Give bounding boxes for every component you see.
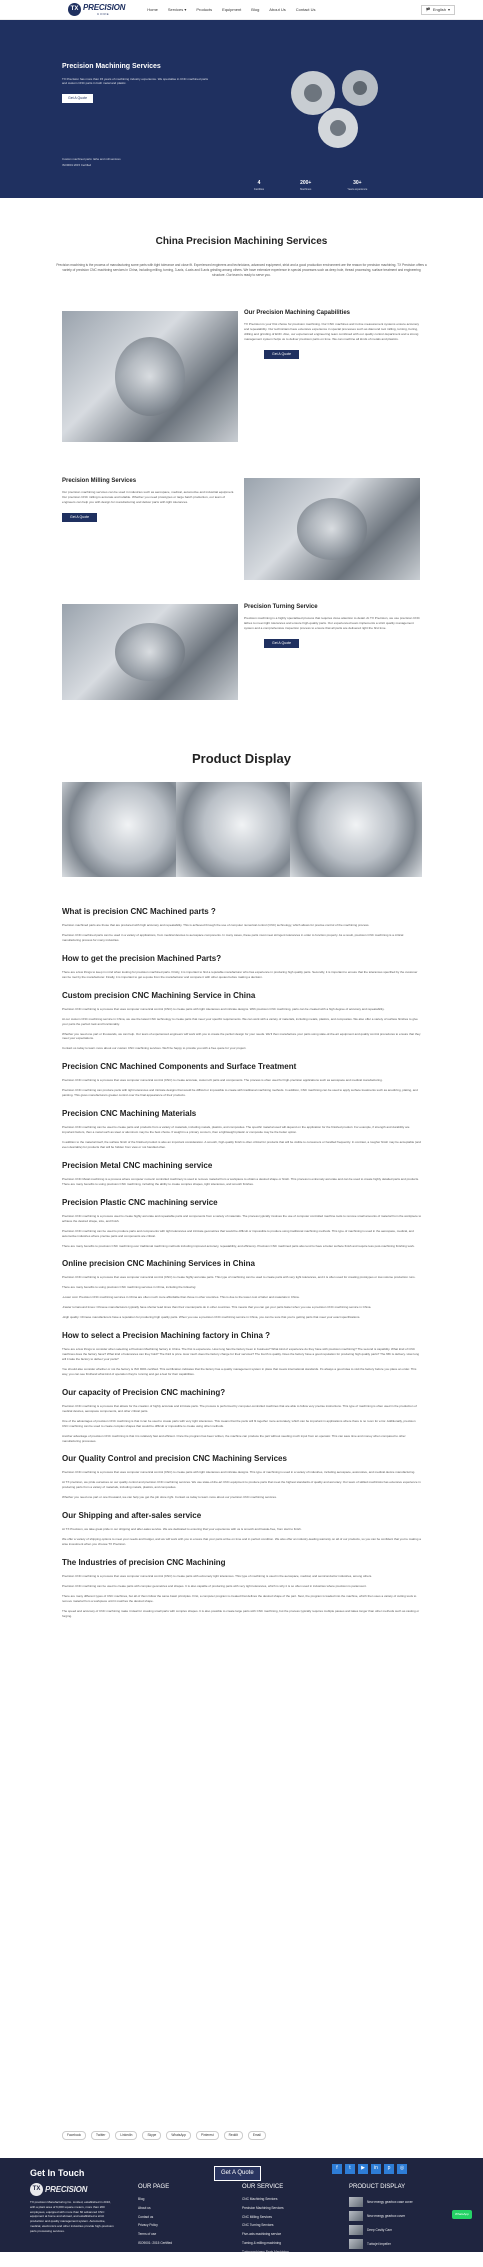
- footer-service-link[interactable]: Five-axis machining service: [242, 2232, 282, 2237]
- article-heading: Our Shipping and after-sales service: [62, 1511, 202, 1521]
- article-paragraph: Precision CNC machining is a process used to create highly accurate and repeatable parts and components from a variety of materials. The process typically involves the use of computer controlled machine tools to remove small amounts of material from the workpiece to achieve the desired shape, size, and finish.: [62, 1213, 422, 1223]
- article-heading: How to select a Precision Machining factory in China ?: [62, 1331, 271, 1341]
- footer-product-item[interactable]: [349, 2197, 413, 2207]
- china-section-title: China Precision Machining Services: [155, 236, 328, 247]
- article-paragraph: There are a few things to consider when selecting a Precision Machining factory in China. The first is experience. How long has the factory been in business? What kind of experience do they have with precision machining? The second is capability. What kind of CNC machines does the factory have? What kind of tolerances can they hold? The third is price. How much does the factory charge for their services? The fourth is quality. Does the factory have a good reputation for producing high quality parts? The fifth is delivery. How long will it take the factory to deliver your parts?: [62, 1347, 420, 1361]
- footer-social-icons: [332, 2164, 407, 2174]
- instagram-icon[interactable]: ◎: [397, 2164, 407, 2174]
- article-paragraph: There are a few things to keep in mind when looking for precision machined parts. Firstly, it is important to find a reputable manufacturer who has experience in producing high quality parts. Secondly, it is important to ensure that the tolerances specified by the customer can be met by the manufacturer. Finally, it is important to get a quote from the manufacturer and compare it with other quotes before making a decision.: [62, 969, 418, 979]
- footer-pages: [138, 2183, 172, 2250]
- footer-product-label: Turbojet Impeller: [367, 2241, 391, 2246]
- product-thumb: [349, 2211, 363, 2221]
- stat-machines: [300, 180, 311, 191]
- footer-link-iso[interactable]: ISO9001: 2015 Certified: [138, 2240, 173, 2245]
- footer-services: [242, 2183, 289, 2267]
- footer-service-link[interactable]: Turbomachinery Parts Machining: [242, 2249, 289, 2254]
- share-reddit-button[interactable]: Reddit: [224, 2131, 243, 2140]
- footer-quote-button[interactable]: Get A Quote: [214, 2166, 261, 2181]
- footer-product-item[interactable]: [349, 2239, 413, 2249]
- share-linkedin-button[interactable]: LinkedIn: [115, 2131, 137, 2140]
- share-skype-button[interactable]: Skype: [142, 2131, 161, 2140]
- site-footer: [0, 2158, 483, 2263]
- product-image-3[interactable]: [290, 782, 422, 877]
- footer-service-link[interactable]: Rapid Prototyping Services: [242, 2258, 281, 2263]
- article-paragraph: -Faster turnaround times: Chinese manufacturers typically have shorter lead times than their counterparts do in other countries. This means that you can get your parts faster when you use a precision CNC machining service in China.: [62, 1305, 372, 1310]
- stat-experience: [347, 180, 367, 191]
- stat-facilities: [254, 180, 264, 191]
- linkedin-icon[interactable]: in: [371, 2164, 381, 2174]
- capabilities-title: Our Precision Machining Capabilities: [244, 310, 351, 316]
- main-menu: [147, 7, 315, 13]
- chevron-down-icon: ▾: [447, 6, 450, 12]
- footer-services-title: OUR SERVICE: [242, 2184, 284, 2190]
- milling-text: Our precision machining services can be used in industries such as aerospace, medical, automotive and industrial equipment. Our precision CNC milling is accurate and reliable. Whether you need prototypes or large batch production, our team of engineers can help you with design for manufacturing and deliver parts with tight tolerances.: [62, 490, 235, 504]
- article-paragraph: You should also consider whether or not the factory is ISO 9001 certified. This certification indicates that the factory has a quality management system in place that meets international standards. It's always a good idea to visit the factory before you place an order. This way, you can see firsthand what kind of operation they're running and get a feel for their capabilities.: [62, 1366, 417, 1376]
- china-intro-text: Precision machining is the process of manufacturing some parts with tight tolerance and close fit. Experienced engineers and technicians, advanced equipment, strict and a good production environment are the reason for precision machining. TX Precision offers a variety of precision CNC machining services in China, including milling, turning, 3-axis, 4-axis and 5-axis grinding among others. We have extensive experience in special processes such as deep hole, thread processing, surface treatment and engineering structure. Our team is ready to serve you.: [56, 263, 427, 277]
- footer-product-label: New energy gearbox case cover: [367, 2199, 413, 2204]
- hero-text: TX Precision has more than 15 years of machining industry experience. We specialise in CNC machined parts and custom CNC parts in both metal and plastic.: [62, 76, 209, 86]
- article-paragraph: We offer a variety of shipping options to meet your needs and budget, and we will work with you to ensure that your parts arrive on time and in perfect condition. We also offer an industry-leading warranty on all of our products, so you can be confident that you're making a wise investment when you choose TX Precision.: [62, 1537, 421, 1547]
- article-paragraph: Precision CNC machining can be used to create parts and products from a variety of materials, including metals, plastics, and composites. The specific material used will depend on the application for the finished product. For example, if strength and durability are important factors, then a metal such as steel or aluminum may be the best choice. If weight is a primary concern, then a lightweight plastic or composite may be the better option.: [62, 1125, 410, 1135]
- footer-service-link[interactable]: Precision Machining Services: [242, 2205, 284, 2210]
- stat-label: Years experience: [347, 187, 368, 191]
- footer-logo[interactable]: [30, 2183, 114, 2196]
- article-paragraph: -High quality: Chinese manufacturers have a reputation for producing high quality parts. When you use a precision CNC machining service in China, you can be sure that you're getting parts that meet your exact specifications.: [62, 1315, 361, 1320]
- share-whatsapp-button[interactable]: WhatsApp: [166, 2131, 191, 2140]
- footer-logo-mark: TX: [30, 2183, 43, 2196]
- article-paragraph: Precision CNC machining is a process that uses computer numerical control (CNC) to create parts with extremely tight tolerances. This type of machining is used in the aerospace, medical, and semiconductor industries, among others.: [62, 1574, 373, 1578]
- logo-sub: CORE: [97, 12, 110, 17]
- share-pinterest-button[interactable]: Pinterest: [196, 2131, 219, 2140]
- logo-mark: TX: [68, 3, 81, 16]
- footer-product-label: Deep Cavity Cam: [367, 2227, 392, 2232]
- article-heading: Precision CNC Machining Materials: [62, 1109, 197, 1119]
- article-paragraph: Precision CNC machining can be used to produce parts and components with tight tolerances and intricate geometries that would be difficult or impossible to produce using traditional machining methods. This type of machining is used in the aerospace, medical, and automotive industries where precise parts and components are critical.: [62, 1228, 414, 1238]
- article-paragraph: -Lower cost: Precision CNC machining services in China are often much more affordable than those in other countries. This is due to the lower cost of labor and materials in China.: [62, 1295, 300, 1300]
- turning-photo: [62, 604, 238, 700]
- whatsapp-chat-button[interactable]: WhatsApp: [452, 2210, 472, 2219]
- article-paragraph: There are many benefits to precision CNC machining over traditional machining methods including improved accuracy, repeatability, and efficiency. Precision CNC machined parts also tend to have a better surface finish and require less post-machining finishing work.: [62, 1243, 415, 1248]
- article-paragraph: Precision CNC Metal machining is a process where computer numeric controlled machinery is used to remove material from a workpiece to obtain a desired shape or finish. This process is extremely accurate and can be used to create highly detailed parts and products. There are many benefits to using precision CNC machining, including the ability to create complex shapes, tight tolerances, and smooth finishes.: [62, 1176, 419, 1186]
- facebook-icon[interactable]: f: [332, 2164, 342, 2174]
- article-heading: Precision Plastic CNC machining service: [62, 1197, 218, 1207]
- stat-label: Machines: [300, 187, 312, 191]
- share-bar: [62, 2131, 266, 2140]
- product-thumb: [349, 2197, 363, 2207]
- pinterest-icon[interactable]: p: [384, 2164, 394, 2174]
- youtube-icon[interactable]: ▶: [358, 2164, 368, 2174]
- article-paragraph: Precision CNC machining is a process that uses computer numerical control (CNC) to create accurate, custom-fit parts and components. The process is often used for high-precision applications such as aerospace and medical manufacturing.: [62, 1078, 383, 1083]
- footer-about: [30, 2183, 114, 2238]
- stat-label: Facilities: [254, 187, 265, 191]
- stat-number: 30+: [353, 180, 362, 186]
- share-facebook-button[interactable]: Facebook: [62, 2131, 86, 2140]
- article-paragraph: In addition to the material itself, the surface finish of the finished product is also an important consideration. A smooth, high-quality finish is often critical for products that will be visible to consumers or handled frequently. In contrast, a rougher finish may be acceptable (and even desirable) for products that will be hidden from view or not handled often.: [62, 1140, 421, 1149]
- footer-service-link[interactable]: CNC Turning Services: [242, 2223, 274, 2228]
- hero-note-1: Custom machined parts: lathe and mill services: [62, 157, 121, 161]
- article-paragraph: At TX Precision, we take great pride in our shipping and after-sales service. We are dedicated to ensuring that your experience with us is smooth and hassle-free, from start to finish.: [62, 1527, 302, 1532]
- article-paragraph: Whether you need one part or one thousand, we can help you get the job done right. Contact us today to learn more about our precision CNC machining services.: [62, 1495, 277, 1500]
- footer-link-about[interactable]: About us: [138, 2205, 151, 2210]
- capabilities-text: TX Precision is your first choice for precision machining. Our CNC machines and in-line measurement systems ensure accuracy and repeatability. Our technicians have extensive experience in special processes such as diamond tool milling, turning, boring, drilling and grinding of ECD. Also, our experienced engineering team combined with our quality control department and a strong management system helps us to deliver precision parts on time. We can machine all kinds of metals and plastics.: [244, 322, 420, 341]
- turning-text: Precision machining is a highly specialised process that requires close attention to detail. At TX Precision, we use precision CNC lathes to meet tight tolerances and ensure high-quality parts. Our experienced team implements a strict quality management system and a comprehensive inspection process to ensure that all parts are delivered right the first time.: [244, 616, 420, 630]
- article-paragraph: Precision CNC machining is a process that uses computer numerical control (CNC) to create highly accurate parts. This type of machining can be used to create parts with very tight tolerances, and it is often used for creating prototypes or low-volume production runs.: [62, 1275, 416, 1280]
- footer-link-terms[interactable]: Terms of use: [138, 2232, 157, 2237]
- logo-text: PRECISION: [83, 3, 126, 13]
- footer-products: [349, 2183, 413, 2253]
- hero-parts-image: [278, 58, 398, 153]
- article-paragraph: There are many benefits to using precision CNC machining services in China, including the following:: [62, 1285, 197, 1290]
- article-heading: Custom precision CNC Machining Service in China: [62, 990, 256, 1000]
- footer-product-item[interactable]: [349, 2211, 413, 2221]
- article-heading: What is precision CNC Machined parts ?: [62, 907, 216, 916]
- menu-item-services[interactable]: Services ▾: [167, 6, 187, 12]
- turning-title: Precision Turning Service: [244, 604, 318, 610]
- footer-link-blog[interactable]: Blog: [138, 2197, 145, 2201]
- article-paragraph: Another advantage of precision CNC machining is that it is relatively fast and efficient. Once the program has been written, the machine can produce the part without needing much input from an operator. This can save time and money when compared to other manufacturing processes.: [62, 1433, 406, 1443]
- article-paragraph: Contact us today to learn more about our custom CNC machining services. We'll be happy to provide you with a free quote for your project.: [62, 1046, 247, 1051]
- footer-logo-text: PRECISION: [45, 2184, 88, 2194]
- article-paragraph: Precision CNC machining is a process that allows for the creation of highly accurate and intricate parts. The process is performed by computer-controlled machines that are able to follow very precise instructions. This type of machining is often used in the production of medical devices, aerospace components, and other critical parts.: [62, 1403, 417, 1413]
- article-heading: Our capacity of Precision CNC machining?: [62, 1387, 226, 1397]
- hero-title: Precision Machining Services: [62, 63, 161, 70]
- article-paragraph: Precision CNC machined parts can be used in a variety of applications, from medical devices to aerospace components. In many cases, these parts must meet stringent tolerances in order to function properly. As a result, precision CNC machining is a critical manufacturing process for many industries.: [62, 932, 404, 942]
- article-heading: Precision CNC Machined Components and Surface Treatment: [62, 1062, 297, 1072]
- milling-quote-button[interactable]: Get A Quote: [62, 513, 97, 522]
- menu-item-home[interactable]: Home: [147, 6, 158, 12]
- article-paragraph: Precision CNC machining is a process that uses computer numerical control (CNC) to create parts with tight tolerances and intricate designs. This type of machining is used in a variety of industries, including aerospace, automotive, and medical device manufacturing.: [62, 1470, 416, 1475]
- turning-quote-button[interactable]: Get A Quote: [264, 639, 299, 648]
- article-paragraph: Whether you need one part or thousands, we can help. Our team of experienced engineers will work with you to create the perfect design for your needs. We'll then manufacture your parts using state-of-the-art equipment and quality control procedures to ensure that they meet your expectations.: [62, 1031, 421, 1041]
- article-heading: The Industries of precision CNC Machining: [62, 1558, 226, 1567]
- top-nav: [0, 0, 483, 20]
- product-thumb: [349, 2225, 363, 2235]
- article-heading: Our Quality Control and precision CNC Machining Services: [62, 1454, 287, 1464]
- article-paragraph: There are many different types of CNC machines, but all of them follow the same basic principles. First, a computer program is created that defines the desired shape of the part. Next, the program is loaded into the machine, which then uses a variety of cutting tools to remove material from a workpiece until it matches the desired shape.: [62, 1593, 417, 1603]
- stat-number: 4: [257, 180, 261, 186]
- footer-pages-title: OUR PAGE: [138, 2184, 170, 2190]
- footer-get-in-touch: Get In Touch: [30, 2168, 85, 2178]
- article-paragraph: At our custom CNC machining service in China, we use the latest CNC technology to create parts that meet your specific requirements. We can work with a variety of materials, including metals, plastics, and composites. We also offer a variety of surface finishes to give your parts the perfect look and functionality.: [62, 1016, 418, 1026]
- article-paragraph: Precision machined parts are those that are produced with high accuracy and repeatability. This is achieved through the use of computer numerical control (CNC) technology, which allows for precise control of the machining process.: [62, 923, 370, 927]
- article-heading: Precision Metal CNC machining service: [62, 1160, 213, 1170]
- capabilities-photo: [62, 311, 238, 442]
- article-paragraph: Precision CNC machining can be used to create parts with complex geometries and shapes. It is also capable of producing parts with very tight tolerances, which is why it is so often used in industries where precision is paramount.: [62, 1583, 367, 1588]
- menu-item-equipment[interactable]: Equipment: [222, 6, 242, 12]
- product-thumb: [349, 2239, 363, 2249]
- logo[interactable]: [68, 2, 125, 17]
- menu-item-about[interactable]: About Us: [269, 6, 286, 12]
- milling-title: Precision Milling Services: [62, 478, 137, 484]
- product-image-1[interactable]: [62, 782, 194, 877]
- footer-product-label: New energy gearbox cover: [367, 2213, 406, 2218]
- menu-item-contact[interactable]: Contact Us: [295, 6, 316, 12]
- footer-product-item[interactable]: [349, 2225, 413, 2235]
- menu-item-blog[interactable]: Blog: [251, 6, 260, 12]
- footer-service-link[interactable]: CNC Milling Services: [242, 2214, 272, 2219]
- hero-banner: [0, 20, 483, 198]
- footer-about-text: TX precision Manufacturing Co. Limited, established in 2016, with a plant area of 6,000 square meters, more than 200 employees, equipped with more than 60 advanced CNC equipment at home and abroad, and established a strict production and quality management system. Automotive, medical, electronics and other industries provide high-precision parts processing services.: [30, 2200, 114, 2233]
- article-paragraph: Precision CNC machining is a process that uses computer numerical control (CNC) to create parts with tight tolerances and intricate designs. With precision CNC machining, parts can be created with a high degree of accuracy and repeatability.: [62, 1006, 385, 1011]
- product-image-2[interactable]: [176, 782, 308, 877]
- flag-icon: 🏴: [425, 6, 431, 12]
- footer-link-privacy[interactable]: Privacy Policy: [138, 2223, 158, 2228]
- capabilities-quote-button[interactable]: Get A Quote: [264, 350, 299, 359]
- article-heading: How to get the precision Machined Parts?: [62, 953, 222, 963]
- stat-number: 200+: [300, 180, 312, 186]
- footer-products-title: PRODUCT DISPLAY: [349, 2184, 406, 2190]
- product-display-title: Product Display: [192, 751, 291, 766]
- footer-service-link[interactable]: CNC Machining Services: [242, 2197, 278, 2201]
- hero-quote-button[interactable]: Get A Quote: [62, 94, 93, 103]
- article-paragraph: Precision CNC machining can produce parts with tight tolerances and intricate designs that would be difficult or impossible to create with traditional machining methods. In addition, CNC machining can be used to apply surface treatments such as anodizing, plating, and painting. This gives manufacturers greater control over the final appearance of their products.: [62, 1088, 418, 1098]
- footer-service-link[interactable]: Turning & milling machining: [242, 2240, 282, 2245]
- article-paragraph: One of the advantages of precision CNC machining is that it can be used to create parts with very tight tolerances. This means that the parts will fit together more accurately, which can be important in applications where there is no room for error. Additionally, precision CNC machining can be used to create complex shapes that would be difficult or impossible to create using other methods.: [62, 1418, 416, 1428]
- article-content: [62, 896, 422, 1624]
- share-twitter-button[interactable]: Twitter: [91, 2131, 110, 2140]
- share-email-button[interactable]: Email: [248, 2131, 266, 2140]
- language-select[interactable]: [421, 5, 455, 15]
- hero-note-2: ISO9001:2015 Certified: [62, 163, 92, 168]
- article-paragraph: At TX precision, we pride ourselves on our quality control and precision CNC machining services. We use state-of-the-art CNC equipment to produce parts that meet the highest standards of quality and accuracy. Our team of skilled machinists has extensive experience in producing parts from a variety of materials, including metals, plastics, and composites.: [62, 1480, 421, 1490]
- language-label: English: [432, 6, 446, 12]
- milling-photo: [244, 478, 420, 580]
- menu-item-products[interactable]: Products: [196, 6, 213, 12]
- article-heading: Online precision CNC Machining Services in China: [62, 1259, 255, 1269]
- article-paragraph: The speed and accuracy of CNC machining make it ideal for creating small parts with complex shapes. It is also possible to create large parts with CNC machining, but the process typically requires multiple passes and takes longer than other methods such as casting or forging.: [62, 1608, 420, 1618]
- twitter-icon[interactable]: t: [345, 2164, 355, 2174]
- footer-link-contact[interactable]: Contact us: [138, 2214, 154, 2219]
